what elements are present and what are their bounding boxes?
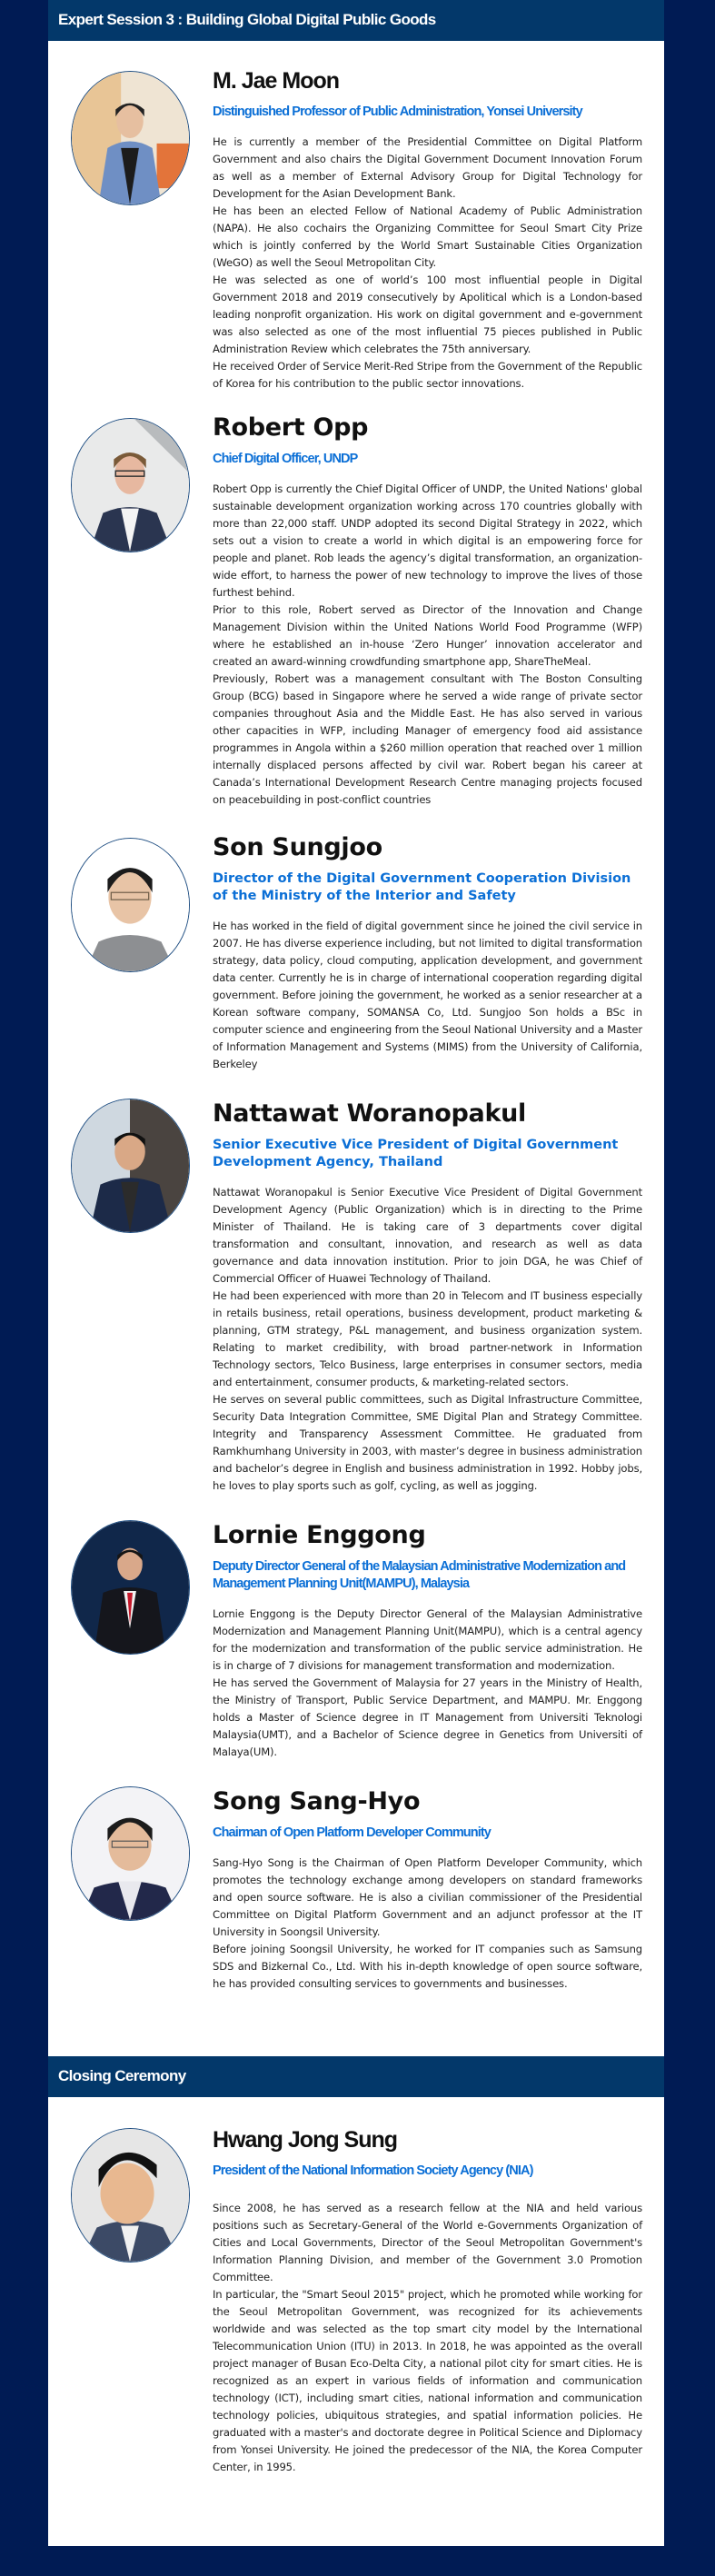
portrait-photo-icon	[72, 419, 189, 552]
speaker-card	[48, 1520, 664, 1761]
speaker-photo	[71, 418, 190, 552]
speaker-photo	[71, 1786, 190, 1921]
speaker-title: Senior Executive Vice President of Digital Government Development Agency, Thailand	[213, 1138, 619, 1169]
speaker-photo	[71, 1520, 190, 1655]
bio-paragraph: He was selected as one of world’s 100 most influential people in Digital Government 2018 and 2019 consecutively by Apolitical which is a London-based leading nonprofit organization. His work on digital government and e-government was also selected as one of the most influential 75 pieces published in Public Administration Review which celebrates the 75th anniversary.	[213, 274, 642, 355]
speaker-name: Robert Opp	[213, 413, 369, 442]
speaker-card	[48, 832, 664, 1073]
bio-paragraph: He has served the Government of Malaysia for 27 years in the Ministry of Health, the Ministry of Transport, Public Service Department, and MAMPU. Mr. Enggong holds a Master of Science degree in IT Management from Universiti Teknologi Malaysia(UMT), and a Bachelor of Science degree in Genetics from Universiti of Malaya(UM).	[213, 1676, 642, 1758]
speaker-bio	[213, 2200, 642, 2476]
speaker-name: Hwang Jong Sung	[213, 2127, 398, 2153]
speaker-bio	[213, 918, 642, 1073]
portrait-photo-icon	[72, 839, 189, 971]
bio-paragraph: Before joining Soongsil University, he worked for IT companies such as Samsung SDS and Bizkernal Co., Ltd. With his in-depth knowledge of open source software, he has provided consulting services to governments and businesses.	[213, 1943, 642, 1990]
speaker-bio	[213, 134, 642, 393]
speaker-photo	[71, 71, 190, 205]
speaker-card	[48, 1786, 664, 1993]
speaker-photo	[71, 2128, 190, 2263]
expert-session-panel	[48, 0, 664, 2056]
speaker-bio	[213, 1606, 642, 1761]
bio-paragraph: He received Order of Service Merit-Red Stripe from the Government of the Republic of Korea for his contribution to the public sector innovations.	[213, 360, 642, 390]
speaker-title: President of the National Information Society Agency (NIA)	[213, 2163, 533, 2178]
portrait-photo-icon	[72, 1099, 189, 1232]
speaker-name: M. Jae Moon	[213, 68, 340, 94]
speaker-card	[48, 413, 664, 809]
speaker-bio	[213, 1855, 642, 1993]
speaker-title: Deputy Director General of the Malaysian Administrative Modernization and Management Planning Unit(MAMPU), Malaysia	[213, 1559, 626, 1591]
portrait-photo-icon	[72, 2129, 189, 2262]
speaker-name: Son Sungjoo	[213, 833, 382, 861]
speaker-name: Lornie Enggong	[213, 1521, 426, 1549]
bio-paragraph: He serves on several public committees, such as Digital Infrastructure Committee, Security Data Integration Committee, SME Digital Plan and Strategy Committee. Integrity and Transparency Assessment Committee. He graduated from Ramkhumhang University in 2003, with master’s degree in business administration and bachelor’s degree in English and business administration in 1992. Hobby jobs, he loves to play sports such as golf, cycling, as well as jogging.	[213, 1393, 642, 1492]
speaker-bio	[213, 1184, 642, 1495]
bio-paragraph: Since 2008, he has served as a research fellow at the NIA and held various positions such as Secretary-General of the World e-Governments Organization of Cities and Local Governments, Director of the Seoul Metropolitan Government's Information Planning Division, and member of the Government 3.0 Promotion Committee.	[213, 2202, 642, 2283]
speaker-name: Nattawat Woranopakul	[213, 1099, 526, 1128]
bio-paragraph: He is currently a member of the Presidential Committee on Digital Platform Government and also chairs the Digital Government Document Innovation Forum as well as a member of External Advisory Group for Digital Technology for Development for the Asian Development Bank.	[213, 135, 642, 200]
speaker-name: Song Sang-Hyo	[213, 1787, 421, 1815]
speaker-photo	[71, 838, 190, 972]
portrait-photo-icon	[72, 72, 189, 204]
bio-paragraph: Nattawat Woranopakul is Senior Executive Vice President of Digital Government Development Agency (Public Organization) which is in directing to the Prime Minister of Thailand. He is taking care of 3 departments cover digital transformation and consultant, innovation, and research as well as data governance and data innovation institution. Prior to join DGA, he was Chief of Commercial Officer of Huawei Technology of Thailand.	[213, 1186, 642, 1285]
speaker-title: Distinguished Professor of Public Administration, Yonsei University	[213, 104, 582, 119]
speaker-card	[48, 2124, 664, 2476]
portrait-photo-icon	[72, 1787, 189, 1920]
bio-paragraph: Prior to this role, Robert served as Director of the Innovation and Change Management Division within the United Nations World Food Programme (WFP) where he established an in-house ‘Zero Hunger’ innovation accelerator and created an award-winning crowdfunding smartphone app, ShareTheMeal.	[213, 603, 642, 668]
bio-paragraph: Lornie Enggong is the Deputy Director General of the Malaysian Administrative Modernization and Management Planning Unit(MAMPU), which is a central agency for the modernization and transformation of the public service administration. He is in charge of 7 divisions for management transformation and modernization.	[213, 1607, 642, 1672]
bio-paragraph: Robert Opp is currently the Chief Digital Officer of UNDP, the United Nations' global sustainable development organization working across 170 countries globally with more than 22,000 staff. UNDP adopted its second Digital Strategy in 2022, which sets out a vision to create a world in which digital is an empowering force for people and planet. Rob leads the agency’s digital transformation, an organization-wide effort, to harness the power of new technology to improve the lives of those furthest behind.	[213, 482, 642, 599]
bio-paragraph: Previously, Robert was a management consultant with The Boston Consulting Group (BCG) based in Singapore where he served a wide range of private sector companies throughout Asia and the Middle East. He has also served in various other capacities in WFP, including Manager of emergency food aid assistance programmes in Angola within a $260 million operation that reached over 1 million internally displaced persons affected by civil war. Robert began his career at Canada’s International Development Research Centre managing projects focused on peacebuilding in post-conflict countries	[213, 672, 642, 806]
speaker-title: Director of the Digital Government Cooperation Division of the Ministry of the Interior and Safety	[213, 871, 631, 903]
bio-paragraph: He has worked in the field of digital government since he joined the civil service in 2007. He has diverse experience including, but not limited to digital transformation strategy, data policy, cloud computing, application development, and government data center. Currently he is in charge of international cooperation regarding digital government. Before joining the government, he worked as a senior researcher at a Korean software company, SOMANSA Co, Ltd. Sungjoo Son holds a BSc in computer science and engineering from the Seoul National University and a Master of Information Management and Systems (MIMS) from the University of California, Berkeley	[213, 920, 642, 1070]
closing-ceremony-panel	[48, 2056, 664, 2546]
speaker-photo	[71, 1099, 190, 1233]
section-heading: Expert Session 3 : Building Global Digital Public Goods	[48, 0, 664, 41]
bio-paragraph: In particular, the "Smart Seoul 2015" project, which he promoted while working for the Seoul Metropolitan Government, was recognized for its achievements worldwide and was selected as the top smart city model by the International Telecommunication Union (ITU) in 2013. In 2018, he was appointed as the overall project manager of Busan Eco-Delta City, a national pilot city for smart cities. He is recognized as an expert in various fields of information and communication technology (ICT), including smart cities, national information and communication technology policies, ubiquitous strategies, and spatial information policies. He graduated with a master's and doctorate degree in Political Science and Diplomacy from Yonsei University. He joined the predecessor of the NIA, the Korea Computer Center, in 1995.	[213, 2288, 642, 2473]
speaker-card	[48, 65, 664, 393]
speaker-title: Chairman of Open Platform Developer Community	[213, 1825, 491, 1840]
speaker-title: Chief Digital Officer, UNDP	[213, 452, 358, 466]
speaker-card	[48, 1099, 664, 1495]
bio-paragraph: Sang-Hyo Song is the Chairman of Open Platform Developer Community, which promotes the technology exchange among developers on standard frameworks and open source software. He is also a civilian commissioner of the Presidential Committee on Digital Platform Government and an adjunct professor at the IT University in Soongsil University.	[213, 1856, 642, 1938]
bio-paragraph: He has been an elected Fellow of National Academy of Public Administration (NAPA). He also cochairs the Organizing Committee for Seoul Smart City Prize which is jointly conferred by the World Smart Sustainable Cities Organization (WeGO) as well the Seoul Metropolitan City.	[213, 204, 642, 269]
bio-paragraph: He had been experienced with more than 20 in Telecom and IT business especially in retails business, retail operations, business development, product marketing & planning, GTM strategy, P&L management, and business organization system. Relating to market credibility, with broad partner-network in Information Technology sectors, Telco Business, large enterprises in consumer sectors, media and entertainment, consumer products, & marketing-related sectors.	[213, 1289, 642, 1388]
section-heading: Closing Ceremony	[48, 2056, 664, 2097]
speaker-bio	[213, 481, 642, 809]
portrait-photo-icon	[72, 1521, 189, 1654]
